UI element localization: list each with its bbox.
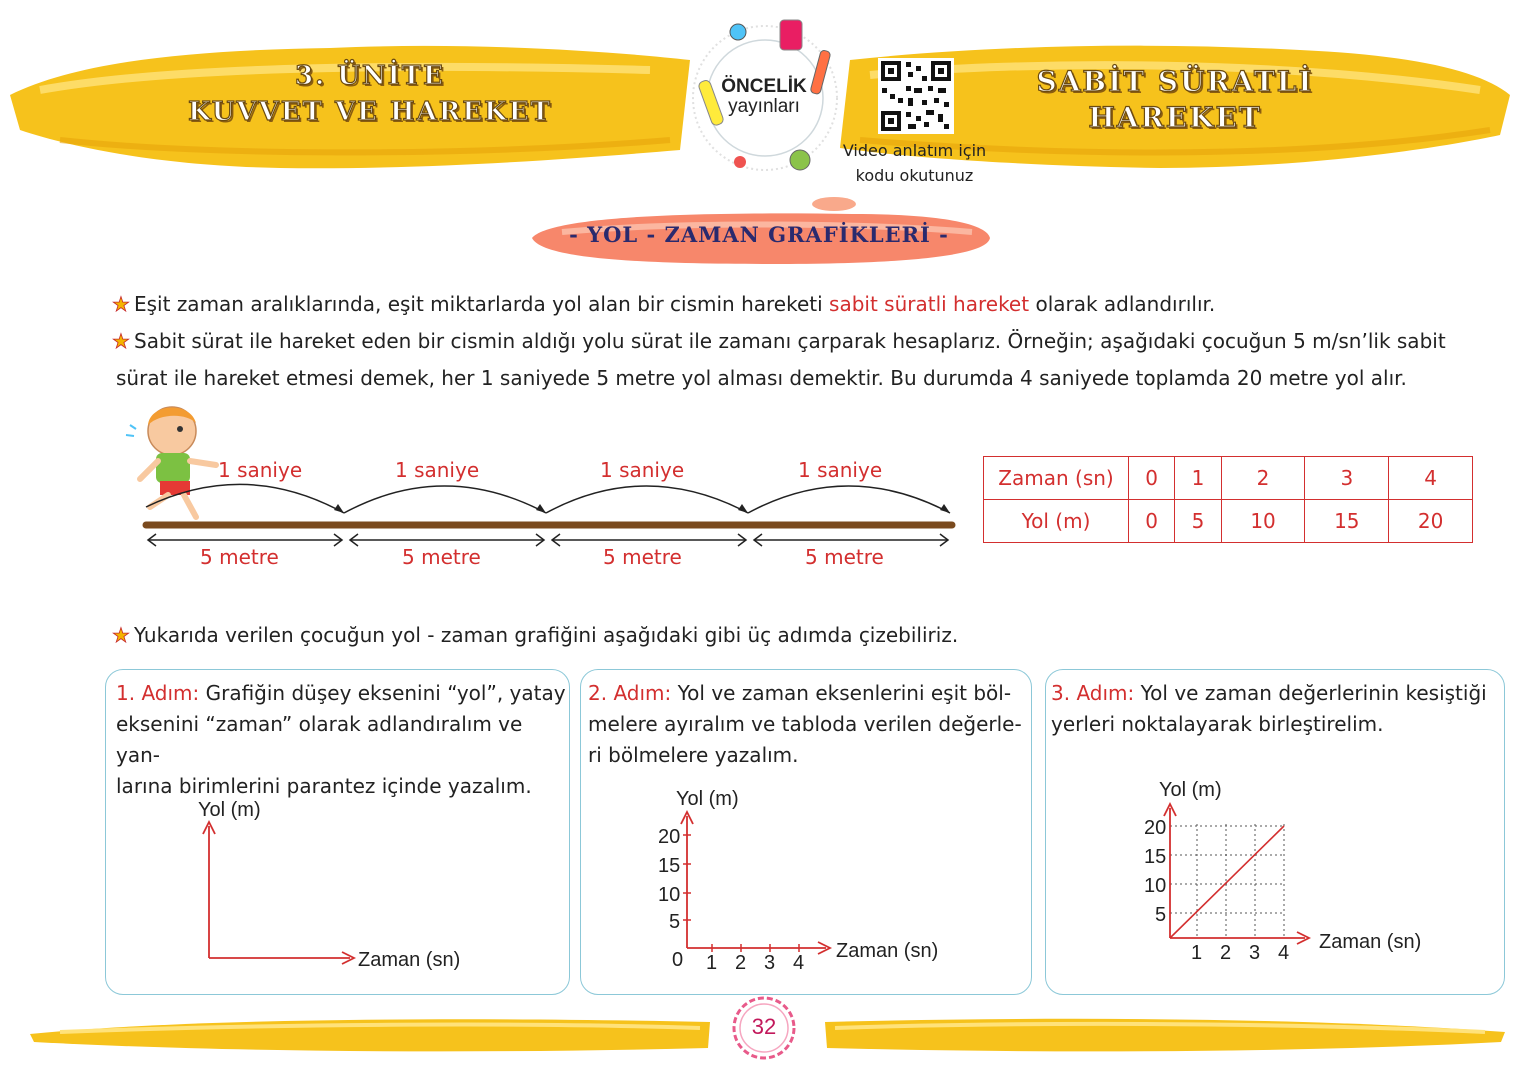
table-header-cell: Zaman (sn)	[984, 457, 1129, 500]
step-3-y-tick: 20	[1144, 817, 1167, 839]
step-3-title: 3. Adım:	[1051, 681, 1135, 705]
step-1-line3: larına birimlerini parantez içinde yazalım.	[116, 774, 532, 798]
paragraph-3-text: Yukarıda verilen çocuğun yol - zaman grafiğini aşağıdaki gibi üç adımda çizebiliriz.	[134, 623, 959, 647]
distance-label-2: 5 metre	[402, 545, 481, 569]
step-3-x-label: Zaman (sn)	[1319, 931, 1422, 953]
time-label-3: 1 saniye	[600, 458, 685, 482]
unit-title-line1: 3. ÜNİTE	[295, 61, 445, 91]
qr-caption-line2: kodu okutunuz	[855, 166, 974, 185]
table-cell: 1	[1175, 457, 1221, 500]
table-row	[984, 500, 1473, 543]
logo-line2: yayınları	[728, 96, 800, 117]
step-2-x-tick: 3	[764, 952, 776, 974]
table-cell: 20	[1389, 500, 1473, 543]
star-icon: ★	[112, 292, 130, 316]
table-cell: 3	[1305, 457, 1389, 500]
footer-brush-right	[815, 1008, 1515, 1058]
step-1-graph	[180, 790, 500, 980]
paragraph-1-text: Eşit zaman aralıklarında, eşit miktarlarda yol alan bir cismin hareketi	[134, 292, 830, 316]
table-cell: 10	[1221, 500, 1305, 543]
topic-title	[990, 64, 1360, 136]
step-2-y-tick: 10	[658, 884, 681, 906]
step-2-x-tick: 2	[735, 952, 747, 974]
step-3-x-tick: 4	[1278, 942, 1290, 964]
distance-label-1: 5 metre	[200, 545, 279, 569]
paragraph-3	[112, 617, 1512, 654]
footer-brush-left	[20, 1008, 720, 1058]
highlight-term: sabit süratli hareket	[829, 292, 1030, 316]
section-title: - YOL - ZAMAN GRAFİKLERİ -	[569, 222, 949, 247]
distance-label-4: 5 metre	[805, 545, 884, 569]
step-2-title: 2. Adım:	[588, 681, 672, 705]
topic-title-line2: HAREKET	[1088, 101, 1262, 134]
step-1-line2: eksenini “zaman” olarak adlandıralım ve yan-	[116, 712, 523, 767]
step-2-line3: ri bölmelere yazalım.	[588, 743, 799, 767]
unit-title	[150, 58, 590, 130]
unit-title-line2: KUVVET VE HAREKET	[188, 97, 552, 127]
flask-icon	[780, 20, 802, 50]
table-cell: 0	[1129, 500, 1175, 543]
paragraph-2-line1: Sabit sürat ile hareket eden bir cismin aldığı yolu sürat ile zamanı çarparak hesaplarız. Örneğin; aşağıdaki çocuğun 5 m/sn’lik sabit	[134, 329, 1446, 353]
table-cell: 15	[1305, 500, 1389, 543]
logo-line1: ÖNCELİK	[721, 76, 807, 97]
topic-title-line1: SABİT SÜRATLİ	[1036, 65, 1314, 98]
atom-icon	[730, 24, 746, 40]
paragraph-1-end: olarak adlandırılır.	[1029, 292, 1216, 316]
step-2-x-tick: 1	[706, 952, 718, 974]
step-3-line2: yerleri noktalayarak birleştirelim.	[1051, 712, 1384, 736]
paragraph-1	[112, 286, 1512, 323]
step-2-y-label: Yol (m)	[676, 788, 739, 810]
running-boy-icon	[126, 407, 216, 517]
step-2-line2: melere ayıralım ve tabloda verilen değerle-	[588, 712, 1022, 736]
step-3-text	[1051, 678, 1501, 740]
step-2-x-label: Zaman (sn)	[836, 940, 939, 962]
paragraph-2-line2: sürat ile hareket etmesi demek, her 1 saniyede 5 metre yol alması demektir. Bu durumda 4 saniyede toplamda 20 metre yol alır.	[116, 366, 1407, 390]
step-2-text	[588, 678, 1028, 771]
step-2-y-tick: 5	[669, 911, 681, 933]
time-label-1: 1 saniye	[218, 458, 303, 482]
step-2-y-tick: 20	[658, 826, 681, 848]
logo-name	[708, 76, 820, 116]
step-3-x-tick: 3	[1249, 942, 1261, 964]
step-2-graph	[650, 780, 970, 980]
table-header-cell: Yol (m)	[984, 500, 1129, 543]
step-3-graph	[1135, 772, 1455, 972]
qr-caption	[832, 138, 997, 188]
step-1-text	[116, 678, 566, 802]
table-cell: 4	[1389, 457, 1473, 500]
step-2-y-tick: 15	[658, 855, 681, 877]
step-2-x-tick: 4	[793, 952, 805, 974]
distance-label-3: 5 metre	[603, 545, 682, 569]
step-3-y-label: Yol (m)	[1159, 779, 1222, 801]
qr-caption-line1: Video anlatım için	[842, 141, 987, 160]
step-3-y-tick: 15	[1144, 846, 1167, 868]
page-number: 32	[751, 1014, 777, 1039]
step-2-line1: Yol ve zaman eksenlerini eşit böl-	[671, 681, 1012, 705]
step-2-origin: 0	[672, 949, 684, 971]
time-label-2: 1 saniye	[395, 458, 480, 482]
table-row	[984, 457, 1473, 500]
table-cell: 2	[1221, 457, 1305, 500]
step-1-x-label: Zaman (sn)	[358, 949, 461, 971]
step-3-y-tick: 10	[1144, 875, 1167, 897]
time-distance-table	[983, 456, 1473, 543]
step-3-data-line	[1170, 826, 1284, 938]
step-1-y-label: Yol (m)	[198, 799, 261, 821]
step-1-title: 1. Adım:	[116, 681, 200, 705]
table-cell: 0	[1129, 457, 1175, 500]
step-3-x-tick: 2	[1220, 942, 1232, 964]
star-icon: ★	[112, 329, 130, 353]
step-1-line1: Grafiğin düşey eksenini “yol”, yatay	[199, 681, 566, 705]
table-cell: 5	[1175, 500, 1221, 543]
step-3-x-tick: 1	[1191, 942, 1203, 964]
qr-code[interactable]	[878, 58, 954, 134]
step-3-y-tick: 5	[1155, 904, 1167, 926]
star-icon: ★	[112, 623, 130, 647]
time-label-4: 1 saniye	[798, 458, 883, 482]
paragraph-2	[112, 323, 1512, 397]
step-3-line1: Yol ve zaman değerlerinin kesiştiği	[1134, 681, 1487, 705]
